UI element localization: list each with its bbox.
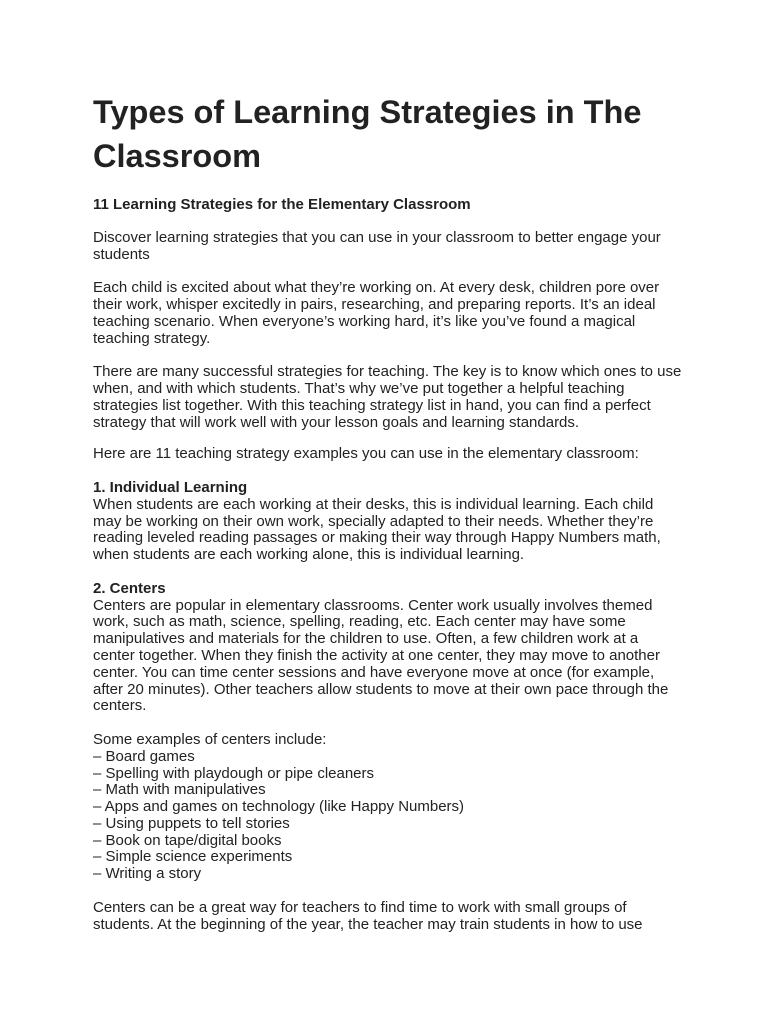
list-item: – Spelling with playdough or pipe cleaners <box>93 764 375 782</box>
list-item: – Math with manipulatives <box>93 781 266 799</box>
intro-paragraph: Discover learning strategies that you can use in your classroom to better engage your students <box>93 228 661 263</box>
list-item: – Simple science experiments <box>93 848 293 866</box>
list-item: – Apps and games on technology (like Happy Numbers) <box>93 798 465 816</box>
document-title: Types of Learning Strategies in The Classroom <box>93 94 642 174</box>
section-heading: 1. Individual Learning <box>93 478 248 496</box>
section-centers <box>93 581 683 715</box>
section-individual-learning <box>93 480 683 564</box>
centers-examples-intro: Some examples of centers include: <box>93 730 327 748</box>
list-item: – Board games <box>93 747 195 765</box>
body-paragraph-1: Each child is excited about what they’re working on. At every desk, children pore over their work, whisper excitedly in pairs, researching, and preparing reports. It’s an ideal teaching scenario. When everyone’s working hard, it’s like you’ve found a magical teaching strategy. <box>93 279 660 347</box>
list-item: – Writing a story <box>93 865 202 883</box>
list-item: – Book on tape/digital books <box>93 831 282 849</box>
body-paragraph-3: Here are 11 teaching strategy examples you can use in the elementary classroom: <box>93 445 639 463</box>
section-body: Centers are popular in elementary classrooms. Center work usually involves themed work, such as math, science, spelling, reading, etc. Each center may have some manipulatives and materials for the children to use. Often, a few children work at a center together. When they finish the activity at one center, they may move to another center. You can time center sessions and have everyone move at once (for example, after 20 minutes). Other teachers allow students to move at their own pace through the centers. <box>93 596 669 715</box>
list-item: – Using puppets to tell stories <box>93 814 290 832</box>
section-body: When students are each working at their desks, this is individual learning. Each child may be working on their own work, specially adapted to their needs. Whether they’re reading leveled reading passages or making their way through Happy Numbers math, when students are each working alone, this is individual learning. <box>93 495 661 564</box>
document-subtitle: 11 Learning Strategies for the Elementary Classroom <box>93 196 471 213</box>
document-page <box>93 90 683 933</box>
section-heading: 2. Centers <box>93 579 166 597</box>
centers-examples-list <box>93 749 683 883</box>
body-paragraph-2: There are many successful strategies for teaching. The key is to know which ones to use when, and with which students. That’s why we’ve put together a helpful teaching strategies list together. With this teaching strategy list in hand, you can find a perfect strategy that will work well with your lesson goals and learning standards. <box>93 363 682 431</box>
centers-closing-paragraph: Centers can be a great way for teachers to find time to work with small groups of students. At the beginning of the year, the teacher may train students in how to use <box>93 898 643 933</box>
